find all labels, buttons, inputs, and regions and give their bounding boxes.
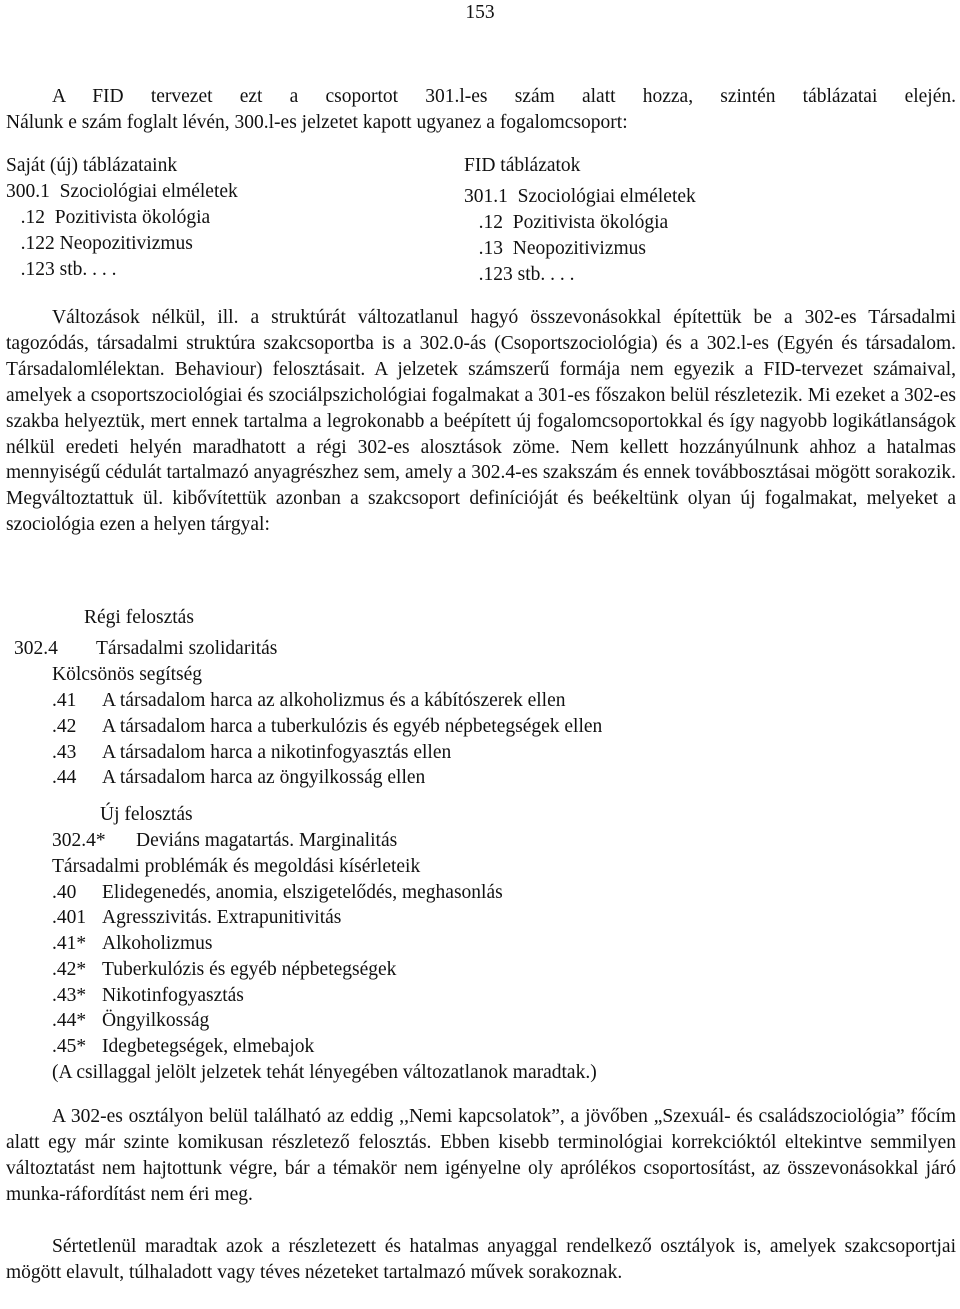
old-division-item: .44 A társadalom harca az öngyilkosság ellen	[52, 767, 426, 788]
old-division-main	[14, 636, 277, 662]
old-division-sub: Kölcsönös segítség	[52, 664, 203, 685]
new-division-item: .40 Elidegenedés, anomia, elszigetelődés, meghasonlás	[52, 882, 503, 903]
left-table	[6, 153, 238, 283]
new-division-main	[52, 828, 397, 854]
left-table-row: .123 stb. . . .	[6, 259, 117, 280]
page-number: 153	[465, 2, 495, 23]
right-table-row: .12 Pozitivista ökológia	[464, 212, 669, 233]
family-paragraph	[6, 1104, 956, 1208]
new-division-note: (A csillaggal jelölt jelzetek tehát lényegében változatlanok maradtak.)	[52, 1062, 597, 1083]
family-text: A 302-es osztályon belül található az eddig ,,Nemi kapcsolatok”, a jövőben „Szexuál- és családszociológia” főcím alatt egy már szinte komikusan részletező felosztás. Ebben kisebb terminológiai korrekcióktól eltekintve semmilyen változtatást nem hajtottunk végre, bár a témakör nem igényelne oly aprólékos csoportosítást, az összevonásokkal járó munka-ráfordítást nem éri meg.	[6, 1106, 956, 1205]
last-paragraph	[6, 1234, 956, 1286]
intro-paragraph	[6, 84, 956, 136]
new-division-item: .44* Öngyilkosság	[52, 1010, 210, 1031]
right-table-heading: FID táblázatok	[464, 155, 581, 176]
old-main-code: 302.4	[14, 638, 58, 659]
old-division-item: .42 A társadalom harca a tuberkulózis és egyéb népbetegségek ellen	[52, 716, 603, 737]
old-division-item: .41 A társadalom harca az alkoholizmus és a kábítószerek ellen	[52, 690, 566, 711]
intro-line-2: Nálunk e szám foglalt lévén, 300.l-es jelzetet kapott ugyanez a fogalomcsoport:	[6, 111, 628, 133]
old-division-item: .43 A társadalom harca a nikotinfogyasztás ellen	[52, 742, 452, 763]
intro-line-1: A FID tervezet ezt a csoportot 301.l-es szám alatt hozza, szintén táblázatai elején.	[52, 86, 956, 107]
new-division-heading: Új felosztás	[100, 804, 193, 825]
old-main-label: Társadalmi szolidaritás	[96, 638, 278, 659]
right-table-row: 301.1 Szociológiai elméletek	[464, 186, 696, 207]
new-division-item: .401 Agresszivitás. Extrapunitivitás	[52, 907, 342, 928]
new-division-item: .43* Nikotinfogyasztás	[52, 985, 244, 1006]
left-table-row: 300.1 Szociológiai elméletek	[6, 181, 238, 202]
right-table-row: .13 Neopozitivizmus	[464, 238, 646, 259]
new-division-item: .41* Alkoholizmus	[52, 933, 213, 954]
right-table-row: .123 stb. . . .	[464, 264, 575, 285]
right-table	[464, 153, 696, 288]
last-text: Sértetlenül maradtak azok a részletezett és hatalmas anyaggal rendelkező osztályok is, amelyek szakcsoportjai mögött elavult, túlhaladott vagy téves nézeteket tartalmazó művek sorakoznak.	[6, 1236, 956, 1283]
new-division-sub: Társadalmi problémák és megoldási kísérleteik	[52, 856, 421, 877]
left-table-row: .12 Pozitivista ökológia	[6, 207, 211, 228]
new-division-item: .42* Tuberkulózis és egyéb népbetegségek	[52, 959, 397, 980]
left-table-heading: Saját (új) táblázataink	[6, 155, 178, 176]
old-division-heading: Régi felosztás	[84, 607, 194, 628]
new-main-code: 302.4*	[52, 830, 106, 851]
changes-text: Változások nélkül, ill. a struktúrát változatlanul hagyó összevonásokkal építettük be a 302-es Társadalmi tagozódás, társadalmi struktúra szakcsoportba is a 302.0-ás (Csoportszociológia) és a 302.l-es (Egyén és társadalom. Társadalomlélektan. Behaviour) felosztásait. A jelzetek számszerű formája nem egyezik a FID-tervezet számaival, amelyek a csoportszociológiai és szociálpszichológiai fogalmakat a 301-es főszakon belül részletezik. Mi ezeket a 302-es szakba helyeztük, mert ennek tartalma a legrokonabb a beépített új fogalomcsoportokkal és így nagyobb logikátlanságok nélkül eredeti helyén maradhatott a régi 302-es alosztások zöme. Nem kellett hozzányúlnunk ahhoz a hatalmas mennyiségű cédulát tartalmazó anyagrészhez sem, amely a 302.4-es szakszám és ennek továbbosztásai mögött sorakozik. Megváltoztattuk ül. kibővítettük azonban a szakcsoport definícióját és beékeltünk olyan új fogalmakat, melyeket a szociológia ezen a helyen tárgyal:	[6, 307, 956, 536]
new-main-label: Deviáns magatartás. Marginalitás	[136, 830, 398, 851]
left-table-row: .122 Neopozitivizmus	[6, 233, 193, 254]
changes-paragraph	[6, 305, 956, 538]
new-division-item: .45* Idegbetegségek, elmebajok	[52, 1036, 315, 1057]
